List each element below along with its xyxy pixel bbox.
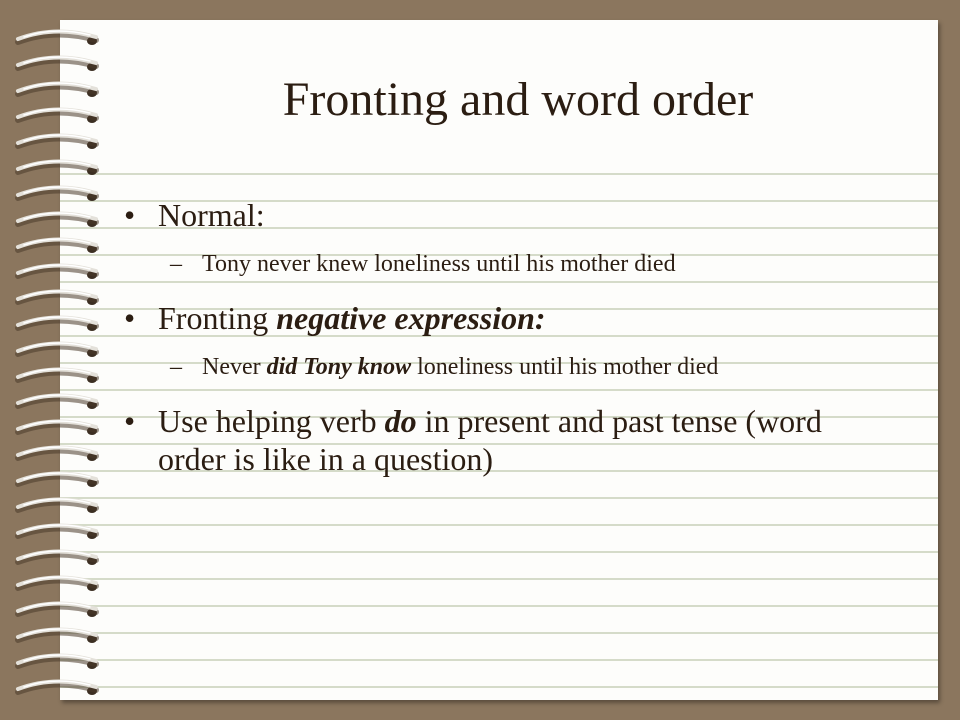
bullet-helping-verb-rest: in present and past tense (word order is like in a question): [158, 403, 822, 477]
spiral-coil: [18, 629, 97, 643]
sub-bullet-fronted-rest: loneliness until his mother died: [411, 354, 719, 380]
spiral-coil: [18, 213, 97, 227]
bullet-fronting-prefix: Fronting: [158, 300, 277, 336]
spiral-coil: [18, 343, 97, 357]
sub-bullet-normal-example: [124, 248, 884, 281]
sub-bullet-fronted-example: [124, 351, 884, 384]
spiral-coil: [18, 603, 97, 617]
spiral-coil: [18, 525, 97, 539]
spiral-coil: [18, 83, 97, 97]
spiral-coil: [18, 109, 97, 123]
spiral-binding: [0, 0, 120, 720]
spiral-coil: [18, 239, 97, 253]
bullet-helping-verb-emphasis: do: [384, 403, 417, 439]
bullet-helping-verb: [124, 402, 884, 478]
spiral-coil: [18, 551, 97, 565]
bullet-marker: •: [124, 197, 136, 233]
spiral-coil: [18, 161, 97, 175]
spiral-coil: [18, 655, 97, 669]
spiral-coil: [18, 577, 97, 591]
dash-marker: –: [170, 251, 182, 277]
spiral-coil: [18, 31, 97, 45]
spiral-coil: [18, 369, 97, 383]
bullet-normal: [124, 196, 884, 234]
bullet-marker: •: [124, 300, 136, 336]
bullet-fronting-emphasis: negative expression:: [276, 300, 546, 336]
spiral-coil: [18, 681, 97, 695]
slide-title: Fronting and word order: [282, 73, 754, 126]
sub-bullet-fronted-lead: Never: [202, 354, 267, 380]
spiral-coil: [18, 499, 97, 513]
spiral-coil: [18, 317, 97, 331]
spiral-coil: [18, 291, 97, 305]
bullet-marker: •: [124, 403, 136, 439]
spiral-coil: [18, 447, 97, 461]
spiral-coil: [18, 57, 97, 71]
spiral-coil: [18, 265, 97, 279]
spiral-coil: [18, 187, 97, 201]
spiral-coil: [18, 135, 97, 149]
spiral-coil: [18, 473, 97, 487]
spiral-coil: [18, 395, 97, 409]
bullet-fronting: [124, 299, 884, 337]
bullet-helping-verb-prefix: Use helping verb: [158, 403, 385, 439]
sub-bullet-normal-text: Tony never knew loneliness until his mother died: [202, 251, 676, 277]
dash-marker: –: [170, 354, 182, 380]
bullet-normal-text: Normal:: [158, 197, 265, 233]
sub-bullet-fronted-emphasis: did Tony know: [266, 354, 412, 380]
spiral-coil: [18, 421, 97, 435]
bullet-list: [124, 196, 884, 478]
